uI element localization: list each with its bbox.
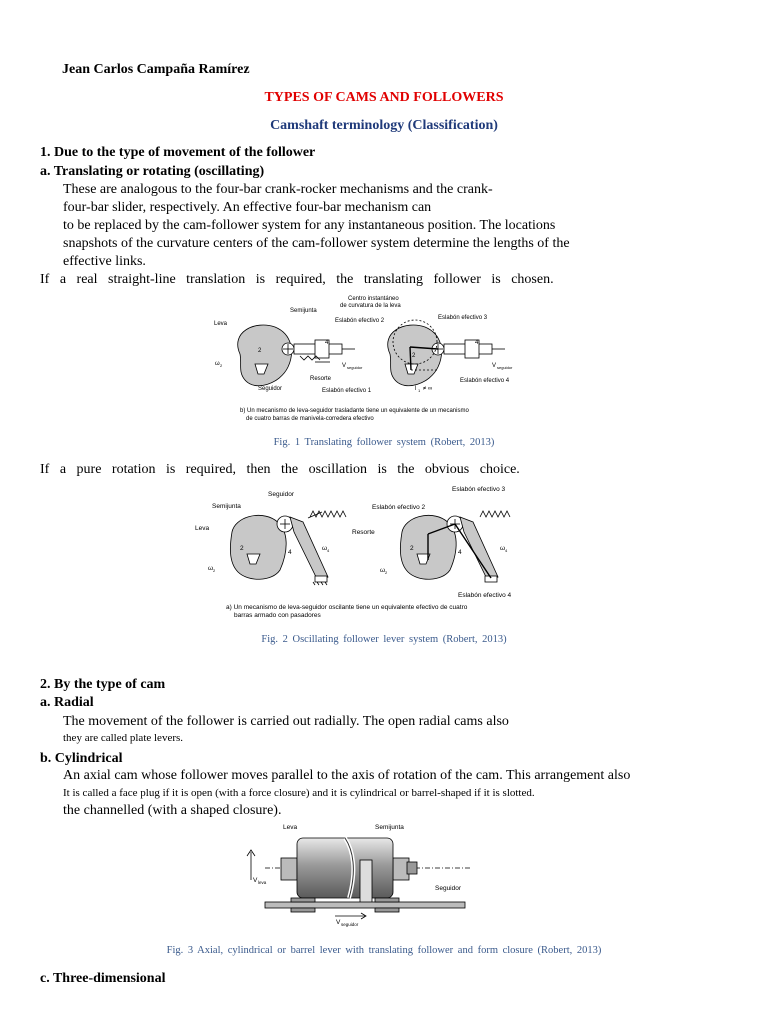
fig1-label-v-sub: seguidor <box>347 365 363 370</box>
figure-1-caption: Fig. 1 Translating follower system (Robert, 2013) <box>273 437 495 448</box>
fig2-label-semijunta: Semijunta <box>212 503 241 510</box>
fig1-label-resorte: Resorte <box>310 376 332 382</box>
author-name: Jean Carlos Campaña Ramírez <box>62 62 250 77</box>
fig2-label-omega4-sub: 4 <box>327 548 330 553</box>
fig1-label-leva: Leva <box>214 321 228 327</box>
fig1-label-eslabon1: Eslabón efectivo 1 <box>322 388 372 394</box>
fig2-label-omega4: ω <box>322 545 328 552</box>
section-1a-line-2: four-bar slider, respectively. An effective four-bar mechanism can <box>63 200 432 215</box>
fig3-label-seguidor: Seguidor <box>435 885 462 892</box>
fig2-label-omega2-sub: 2 <box>213 568 216 573</box>
fig1-label-eslabon4: Eslabón efectivo 4 <box>460 378 510 384</box>
fig3-label-leva: Leva <box>283 824 298 831</box>
fig2-label-link2: 2 <box>240 545 244 552</box>
rotation-sentence: If a pure rotation is required, then the oscillation is the obvious choice. <box>40 462 520 477</box>
fig1-label-centro-1: Centro instantáneo <box>348 296 399 302</box>
fig1-label-link2-right: 2 <box>412 353 416 359</box>
fig2-label-omega4-right: ω <box>500 545 506 552</box>
section-2b-line-2: It is called a face plug if it is open (with a force closure) and it is cylindrical or barrel-shaped if it is slotted. <box>63 787 535 799</box>
fig1-label-l1-eq: ≠ ∞ <box>423 386 433 392</box>
section-2c-heading: c. Three-dimensional <box>40 971 166 986</box>
fig1-label-eslabon2: Eslabón efectivo 2 <box>335 318 385 324</box>
section-1a-line-3: to be replaced by the cam-follower system for any instantaneous position. The locations <box>63 218 556 233</box>
figure-2-caption: Fig. 2 Oscillating follower lever system (Robert, 2013) <box>261 634 507 645</box>
fig1-label-omega-sub: 2 <box>220 363 223 368</box>
document-subtitle: Camshaft terminology (Classification) <box>270 118 498 133</box>
fig3-label-v-leva-sub: leva <box>258 880 267 885</box>
fig2-note-2: barras armado con pasadores <box>234 612 321 619</box>
fig1-label-v: V <box>342 363 347 369</box>
section-2b-line-3: the channelled (with a shaped closure). <box>63 803 282 818</box>
section-2a-heading: a. Radial <box>40 695 94 710</box>
fig1-label-link2: 2 <box>258 348 262 354</box>
section-1-heading: 1. Due to the type of movement of the follower <box>40 145 316 160</box>
document-title: TYPES OF CAMS AND FOLLOWERS <box>264 90 504 105</box>
translation-sentence: If a real straight-line translation is required, the translating follower is chosen. <box>40 272 554 287</box>
fig2-label-resorte: Resorte <box>352 529 375 536</box>
fig1-label-link4: 4 <box>325 340 329 346</box>
fig2-label-eslabon4: Eslabón efectivo 4 <box>458 592 512 599</box>
section-1a-line-4: snapshots of the curvature centers of the cam-follower system determine the lengths of the <box>63 236 570 251</box>
fig2-note-1: a) Un mecanismo de leva-seguidor oscilante tiene un equivalente efectivo de cuatro <box>226 604 468 611</box>
fig1-label-v-sub-right: seguidor <box>497 365 513 370</box>
fig1-label-v-right: V <box>492 363 497 369</box>
fig1-label-semijunta: Semijunta <box>290 308 317 314</box>
fig1-note-1: b) Un mecanismo de leva-seguidor trasladante tiene un equivalente de un mecanismo <box>240 408 469 414</box>
fig2-label-omega2-sub-right: 2 <box>385 570 388 575</box>
fig1-note-2: de cuatro barras de manivela-corredera efectivo <box>246 416 374 422</box>
fig1-label-omega: ω <box>215 361 220 367</box>
section-2a-line-1: The movement of the follower is carried out radially. The open radial cams also <box>63 714 509 729</box>
figure-1-translating-follower <box>200 292 540 427</box>
fig2-label-eslabon2: Eslabón efectivo 2 <box>372 504 426 511</box>
fig1-label-l1: l <box>415 386 417 392</box>
fig1-label-eslabon3: Eslabón efectivo 3 <box>438 315 488 321</box>
fig2-label-eslabon3: Eslabón efectivo 3 <box>452 486 506 493</box>
fig2-label-leva: Leva <box>195 525 210 532</box>
fig1-label-l1-sub: 1 <box>418 388 421 393</box>
cam-left-shape <box>238 325 292 386</box>
section-1a-line-5: effective links. <box>63 254 146 269</box>
fig3-label-v-seg-sub: seguidor <box>341 922 359 927</box>
fig2-label-omega2-right: ω <box>380 567 386 574</box>
fig3-label-semijunta: Semijunta <box>375 824 404 831</box>
fig1-label-centro-2: de curvatura de la leva <box>340 303 401 309</box>
figure-2-oscillating-follower <box>190 482 530 622</box>
section-1a-line-1: These are analogous to the four-bar crank-rocker mechanisms and the crank- <box>63 182 493 197</box>
figure-3-cylindrical-cam <box>245 820 485 927</box>
fig2-label-link2-right: 2 <box>410 545 414 552</box>
fig2-label-omega4-sub-right: 4 <box>505 548 508 553</box>
fig3-label-v-seg: V <box>336 919 341 926</box>
section-2b-line-1: An axial cam whose follower moves parallel to the axis of rotation of the cam. This arrangement also <box>63 768 631 783</box>
fig1-label-link4-right: 4 <box>475 340 479 346</box>
section-2a-line-2: they are called plate levers. <box>63 732 184 744</box>
section-2-heading: 2. By the type of cam <box>40 677 166 692</box>
fig2-label-link4-right: 4 <box>458 549 462 556</box>
section-1a-heading: a. Translating or rotating (oscillating) <box>40 164 265 179</box>
fig1-label-seguidor: Seguidor <box>258 386 283 392</box>
fig2-label-seguidor: Seguidor <box>268 491 295 498</box>
fig2-label-omega2: ω <box>208 565 214 572</box>
fig3-label-v-leva: V <box>253 877 258 884</box>
figure-3-caption: Fig. 3 Axial, cylindrical or barrel lever with translating follower and form closure (Robert, 2013) <box>166 945 602 956</box>
section-2b-heading: b. Cylindrical <box>40 751 123 766</box>
fig2-label-link4: 4 <box>288 549 292 556</box>
